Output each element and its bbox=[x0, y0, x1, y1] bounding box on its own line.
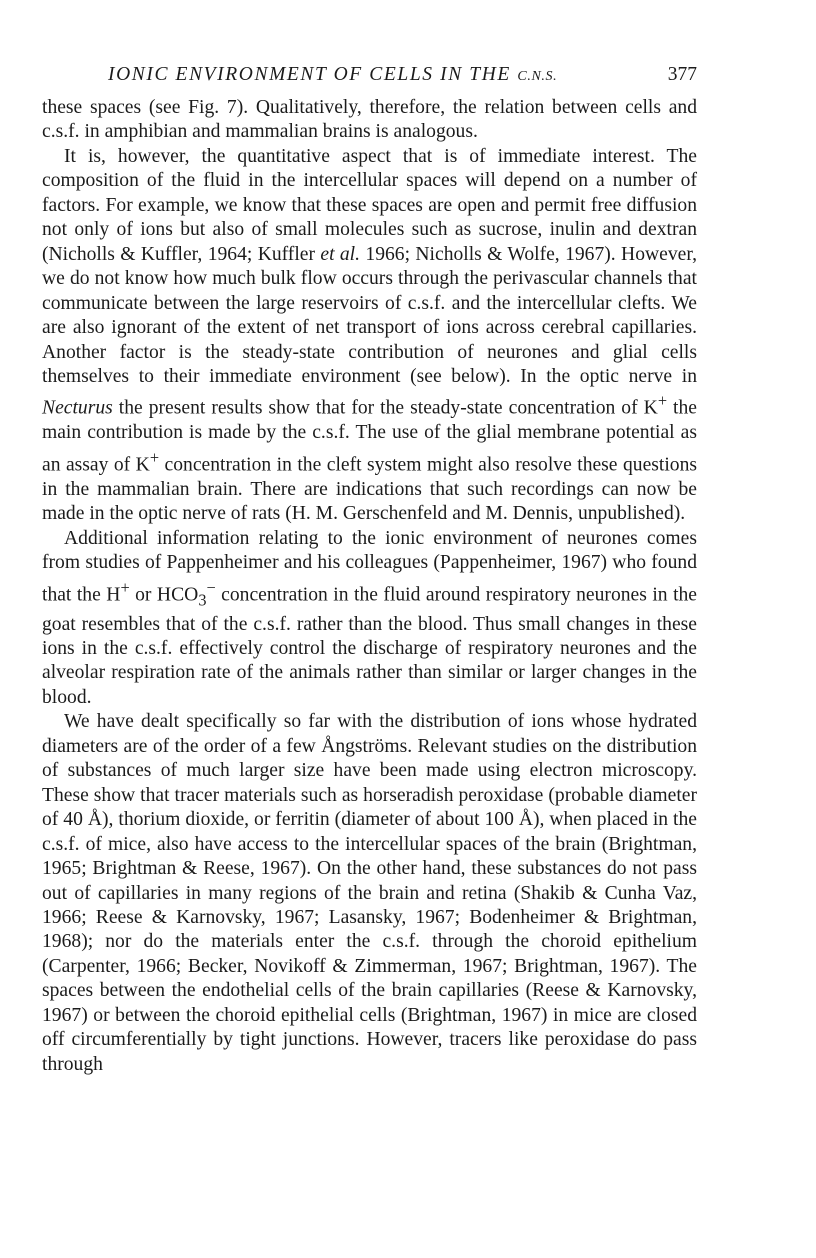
running-title bbox=[108, 64, 557, 86]
running-title-abbrev: C.N.S. bbox=[517, 69, 558, 84]
et-al-italic: et al. bbox=[320, 243, 361, 265]
paragraph-3-part-c: concentration in the fluid around respiratory neurones in the goat resembles that of the c.s.f. rather than the blood. Thus small changes in these ions in the c.s.f. effectively control the discharge of respiratory neurones and the alveolar respiration rate of the animals rather than similar or larger changes in the blood. bbox=[42, 584, 698, 708]
paragraph-4-text: We have dealt specifically so far with the distribution of ions whose hydrated diameters are of the order of a few Ångströms. Relevant studies on the distribution of substances of much larger size have been made using electron microscopy. These show that tracer materials such as horseradish peroxidase (probable diameter of 40 Å), thorium dioxide, or ferritin (diameter of about 100 Å), when placed in the c.s.f. of mice, also have access to the intercellular spaces of the brain (Brightman, 1965; Brightman & Reese, 1967). On the other hand, these substances do not pass out of capillaries in many regions of the brain and retina (Shakib & Cunha Vaz, 1966; Reese & Karnovsky, 1967; Lasansky, 1967; Bodenheimer & Brightman, 1968); nor do the materials enter the c.s.f. through the choroid epithelium (Carpenter, 1966; Becker, Novikoff & Zimmerman, 1967; Brightman, 1967). The spaces between the endothelial cells of the brain capillaries (Reese & Karnovsky, 1967) or between the choroid epithelial cells (Brightman, 1967) in mice are closed off circumferentially by tight junctions. However, tracers like peroxidase do pass through bbox=[42, 711, 697, 1075]
superscript-minus: − bbox=[206, 577, 216, 597]
paragraph-2-part-c: the present results show that for the steady-state concentration of K bbox=[112, 397, 658, 419]
paragraph-3-part-b: or HCO bbox=[129, 584, 199, 606]
paragraph-2-part-d: the main contribution is made by the c.s.f. The use of the glial membrane potential as an assay of K bbox=[42, 397, 697, 476]
paragraph-2 bbox=[42, 145, 697, 527]
superscript-plus: + bbox=[120, 577, 130, 597]
paragraph-1 bbox=[42, 96, 697, 145]
running-title-main: IONIC ENVIRONMENT OF CELLS IN THE bbox=[108, 64, 518, 85]
paragraph-3 bbox=[42, 527, 697, 711]
running-header bbox=[42, 64, 697, 92]
superscript-plus: + bbox=[149, 447, 160, 467]
page-number: 377 bbox=[667, 64, 697, 85]
paragraph-1-text: these spaces (see Fig. 7). Qualitatively, therefore, the relation between cells and c.s.f. in amphibian and mammalian brains is analogous. bbox=[42, 97, 697, 143]
paragraph-2-part-e: concentration in the cleft system might also resolve these questions in the mammalian brain. There are indications that such recordings can now be made in the optic nerve of rats (H. M. Gerschenfeld and M. Dennis, unpublished). bbox=[42, 454, 698, 525]
necturus-italic: Necturus bbox=[42, 397, 113, 419]
paragraph-2-part-b: 1966; Nicholls & Wolfe, 1967). However, we do not know how much bulk flow occurs through the perivascular channels that communicate between the large reservoirs of c.s.f. and the intercellular clefts. We are also ignorant of the extent of net transport of ions across cerebral capillaries. Another factor is the steady-state contribution of neurones and glial cells themselves to their immediate environment (see below). In the optic nerve in bbox=[42, 243, 697, 387]
superscript-plus: + bbox=[657, 391, 668, 411]
body-text bbox=[42, 96, 697, 1077]
paragraph-3-part-a: Additional information relating to the ionic environment of neurones comes from studies of Pappenheimer and his colleagues (Pappenheimer, 1967) who found that the H bbox=[42, 527, 697, 606]
paragraph-2-part-a: It is, however, the quantitative aspect that is of immediate interest. The composition of the fluid in the intercellular spaces will depend on a number of factors. For example, we know that these spaces are open and permit free diffusion not only of ions but also of small molecules such as sucrose, inulin and dextran (Nicholls & Kuffler, 1964; Kuffler bbox=[42, 145, 697, 265]
paragraph-4 bbox=[42, 710, 697, 1077]
subscript-3: 3 bbox=[198, 590, 207, 610]
